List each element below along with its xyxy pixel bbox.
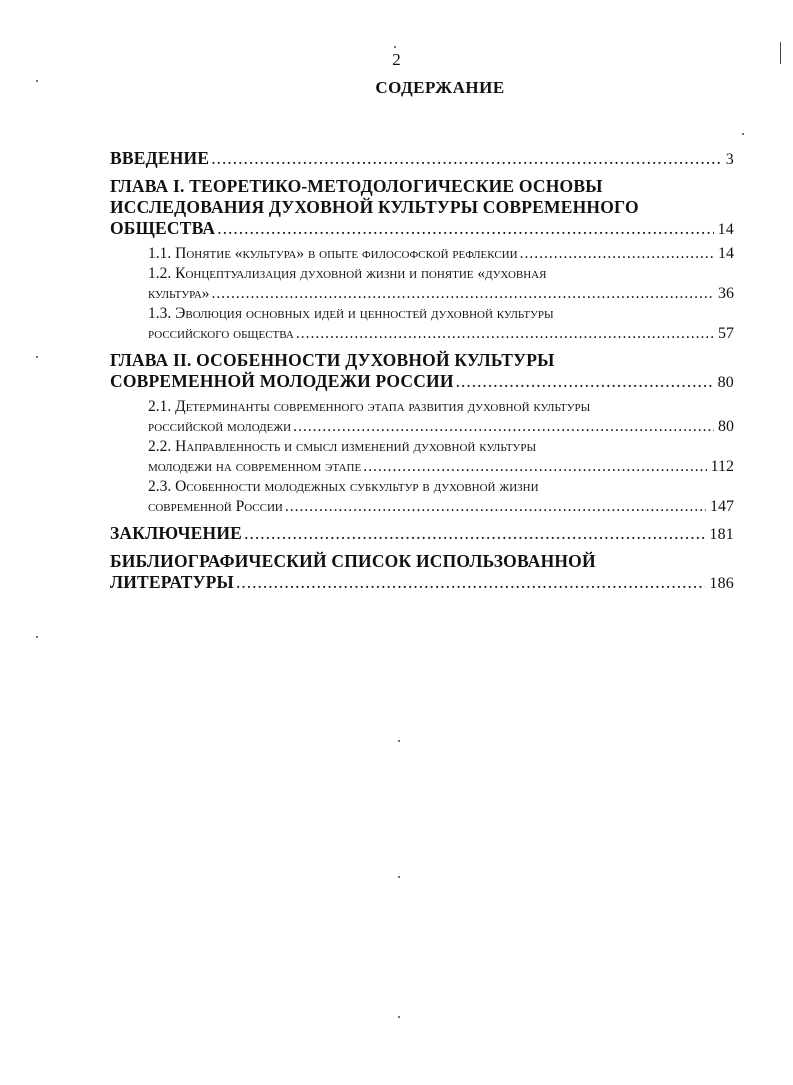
page-number: 2 xyxy=(392,50,401,69)
toc-entry-text: БИБЛИОГРАФИЧЕСКИЙ СПИСОК ИСПОЛЬЗОВАННОЙ xyxy=(110,551,596,571)
toc-entry-text: ЗАКЛЮЧЕНИЕ xyxy=(110,523,243,543)
toc-page-number: 181 xyxy=(709,526,734,543)
toc-entry-section-2-3[interactable] xyxy=(148,477,734,517)
toc-entry-section-2-1[interactable] xyxy=(148,397,734,437)
toc-entry-text: ОБЩЕСТВА xyxy=(110,218,216,238)
scan-speck xyxy=(36,80,38,82)
scan-speck xyxy=(36,636,38,638)
toc-page-number: 14 xyxy=(717,221,734,238)
toc-entry-intro[interactable] xyxy=(110,148,734,170)
toc-page-number: 14 xyxy=(718,245,734,262)
scan-speck xyxy=(780,42,781,64)
toc-entry-section-1-3[interactable] xyxy=(148,304,734,344)
leader-dots xyxy=(244,523,705,544)
page-title: СОДЕРЖАНИЕ xyxy=(375,78,505,97)
leader-dots xyxy=(236,572,705,593)
toc-page-number: 57 xyxy=(718,325,734,342)
toc-entry-text: российского общества xyxy=(148,325,294,342)
toc-entry-text: СОВРЕМЕННОЙ МОЛОДЕЖИ РОССИИ xyxy=(110,371,454,391)
scan-speck xyxy=(398,876,400,878)
toc-entry-text: 1.2. Концептуализация духовной жизни и понятие «духовная xyxy=(148,265,547,282)
toc-entry-text: ИССЛЕДОВАНИЯ ДУХОВНОЙ КУЛЬТУРЫ СОВРЕМЕННОГО xyxy=(110,197,639,217)
toc-entry-chapter-2[interactable] xyxy=(110,350,734,393)
toc-entry-text: современной России xyxy=(148,498,283,515)
scan-speck xyxy=(394,46,396,48)
leader-dots xyxy=(293,417,714,437)
toc-page-number: 80 xyxy=(717,374,734,391)
leader-dots xyxy=(285,497,706,517)
leader-dots xyxy=(217,218,713,239)
table-of-contents xyxy=(110,148,734,594)
scan-speck xyxy=(398,740,400,742)
scan-speck xyxy=(398,1016,400,1018)
toc-page-number: 147 xyxy=(710,498,734,515)
toc-entry-text: ВВЕДЕНИЕ xyxy=(110,148,210,168)
toc-entry-section-2-2[interactable] xyxy=(148,437,734,477)
leader-dots xyxy=(456,371,714,392)
toc-page-number: 3 xyxy=(725,151,734,168)
toc-entry-text: 1.3. Эволюция основных идей и ценностей духовной культуры xyxy=(148,305,554,322)
toc-entry-chapter-1[interactable] xyxy=(110,176,734,240)
toc-entry-text: 1.1. Понятие «культура» в опыте философской рефлексии xyxy=(148,245,518,262)
toc-page-number: 36 xyxy=(718,285,734,302)
leader-dots xyxy=(211,148,722,169)
toc-entry-text: молодежи на современном этапе xyxy=(148,458,362,475)
toc-entry-bibliography[interactable] xyxy=(110,551,734,594)
toc-entry-text: 2.3. Особенности молодежных субкультур в духовной жизни xyxy=(148,478,539,495)
leader-dots xyxy=(212,284,714,304)
toc-entry-text: ГЛАВА I. ТЕОРЕТИКО-МЕТОДОЛОГИЧЕСКИЕ ОСНОВЫ xyxy=(110,176,603,196)
toc-entry-text: ЛИТЕРАТУРЫ xyxy=(110,572,234,592)
scan-speck xyxy=(742,133,744,135)
toc-entry-text: 2.2. Направленность и смысл изменений духовной культуры xyxy=(148,438,537,455)
toc-entry-section-1-1[interactable] xyxy=(148,244,734,264)
leader-dots xyxy=(520,244,714,264)
toc-page-number: 80 xyxy=(718,418,734,435)
toc-entry-text: российской молодежи xyxy=(148,418,292,435)
leader-dots xyxy=(296,324,714,344)
toc-entry-text: 2.1. Детерминанты современного этапа развития духовной культуры xyxy=(148,398,591,415)
toc-page-number: 112 xyxy=(710,458,734,475)
toc-entry-text: ГЛАВА II. ОСОБЕННОСТИ ДУХОВНОЙ КУЛЬТУРЫ xyxy=(110,350,555,370)
toc-page-number: 186 xyxy=(709,575,734,592)
toc-entry-section-1-2[interactable] xyxy=(148,264,734,304)
toc-entry-text: культура» xyxy=(148,285,210,302)
toc-entry-conclusion[interactable] xyxy=(110,523,734,545)
leader-dots xyxy=(363,457,706,477)
scan-speck xyxy=(36,356,38,358)
